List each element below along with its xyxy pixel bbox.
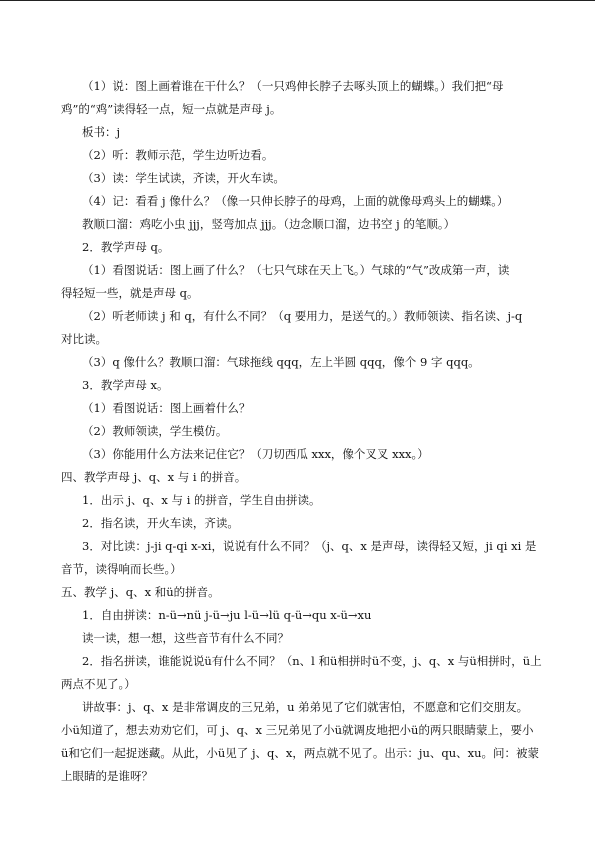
text-line: （3）读：学生试读，齐读，开火车读。 xyxy=(82,171,285,185)
text-line: 鸡”的“鸡”读得轻一点，短一点就是声母 j。 xyxy=(61,102,282,116)
text-line: 音节，读得响而长些。） xyxy=(61,562,182,576)
text-line: 两点不见了。） xyxy=(61,677,136,691)
text-line: 读一读，想一想，这些音节有什么不同？ xyxy=(82,631,289,645)
text-line: 3．对比读：j-ji q-qi x-xi，说说有什么不同？（j、q、x 是声母，读得轻又短，ji qi xi 是 xyxy=(82,539,537,553)
text-line: 上眼睛的是谁呀？ xyxy=(61,769,153,783)
text-line: （2）听老师读 j 和 q，有什么不同？（q 要用力，是送气的。）教师领读、指名读、j-q xyxy=(82,309,523,323)
text-line: （1）说：图上画着谁在干什么？（一只鸡伸长脖子去啄头顶上的蝴蝶。）我们把“母 xyxy=(82,79,504,93)
text-line: （3）q 像什么？教顺口溜：气球拖线 qqq，左上半圆 qqq，像个 9 字 qqq。 xyxy=(82,355,480,369)
text-line: （2）听：教师示范，学生边听边看。 xyxy=(82,148,274,162)
text-line: 得轻短一些，就是声母 q。 xyxy=(61,286,199,300)
text-line: 2．指名读，开火车读，齐读。 xyxy=(82,516,239,530)
section-heading: 五、教学 j、q、x 和ü的拼音。 xyxy=(61,585,220,599)
text-line: （1）看图说话：图上画了什么？（七只气球在天上飞。）气球的“气”改成第一声，读 xyxy=(82,263,510,277)
text-line: 教顺口溜：鸡吃小虫 jjj，竖弯加点 jjj。（边念顺口溜，边书空 j 的笔顺。） xyxy=(82,217,456,231)
text-line: （2）教师领读，学生模仿。 xyxy=(82,424,228,438)
text-line: 小ü知道了，想去劝劝它们，可 j、q、x 三兄弟见了小ü就调皮地把小ü的两只眼睛蒙上，要小 xyxy=(61,723,534,737)
section-heading: 2．教学声母 q。 xyxy=(82,240,170,254)
text-line: 板书：j xyxy=(82,125,121,139)
text-line: （4）记：看看 j 像什么？（像一只伸长脖子的母鸡，上面的就像母鸡头上的蝴蝶。） xyxy=(82,194,509,208)
section-heading: 四、教学声母 j、q、x 与 i 的拼音。 xyxy=(61,470,247,484)
text-line: 1．出示 j、q、x 与 i 的拼音，学生自由拼读。 xyxy=(82,493,321,507)
text-line: （3）你能用什么方法来记住它？（刀切西瓜 xxx，像个叉叉 xxx。） xyxy=(82,447,429,461)
text-line: 2．指名拼读，谁能说说ü有什么不同？（n、l 和ü相拼时ü不变，j、q、x 与ü相拼时，ü上 xyxy=(82,654,542,668)
text-line: 1．自由拼读：n-ü→nü j-ü→ju l-ü→lü q-ü→qu x-ü→xu xyxy=(82,608,372,622)
section-heading: 3．教学声母 x。 xyxy=(82,378,169,392)
text-line: ü和它们一起捉迷藏。从此，小ü见了 j、q、x，两点就不见了。出示：ju、qu、xu。问：被蒙 xyxy=(61,746,540,760)
text-line: 对比读。 xyxy=(61,332,107,346)
text-line: 讲故事：j、q、x 是非常调皮的三兄弟，u 弟弟见了它们就害怕，不愿意和它们交朋友。 xyxy=(82,700,529,714)
text-line: （1）看图说话：图上画着什么？ xyxy=(82,401,251,415)
